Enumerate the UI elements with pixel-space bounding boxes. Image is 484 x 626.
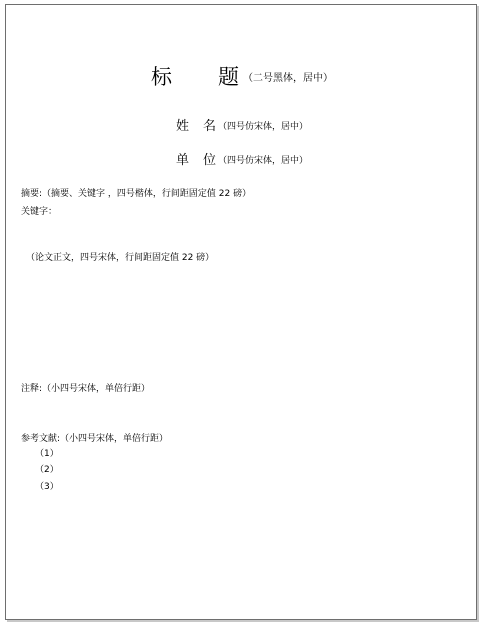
author-label-char-1: 姓 bbox=[175, 119, 189, 134]
affiliation-label-char-2: 位 bbox=[202, 153, 216, 168]
title-format-note: （二号黑体，居中） bbox=[243, 73, 333, 84]
document-page bbox=[5, 4, 477, 620]
affiliation-label-char-1: 单 bbox=[175, 153, 189, 168]
title-char-1: 标 bbox=[151, 65, 174, 89]
page-shadow-bottom bbox=[7, 620, 479, 622]
page-shadow-right bbox=[477, 6, 479, 622]
title-char-2: 题 bbox=[218, 65, 241, 89]
reference-item: （1） bbox=[35, 449, 59, 459]
affiliation-line bbox=[6, 149, 478, 168]
references-title: 参考文献:（小四号宋体，单倍行距） bbox=[21, 434, 169, 444]
reference-item: （2） bbox=[35, 465, 59, 475]
author-label-char-2: 名 bbox=[202, 119, 216, 134]
abstract-line: 摘要:（摘要、关键字 ，四号楷体，行间距固定值 22 磅） bbox=[21, 189, 252, 199]
author-line bbox=[6, 115, 478, 134]
title-line bbox=[6, 61, 478, 91]
body-text-placeholder: （论文正文，四号宋体，行间距固定值 22 磅） bbox=[26, 253, 215, 263]
keywords-line: 关键字： bbox=[21, 207, 58, 217]
notes-line: 注释:（小四号宋体，单倍行距） bbox=[21, 384, 151, 394]
reference-item: （3） bbox=[35, 482, 59, 492]
author-format-note: （四号仿宋体，居中） bbox=[218, 122, 309, 132]
affiliation-format-note: （四号仿宋体，居中） bbox=[218, 156, 309, 166]
